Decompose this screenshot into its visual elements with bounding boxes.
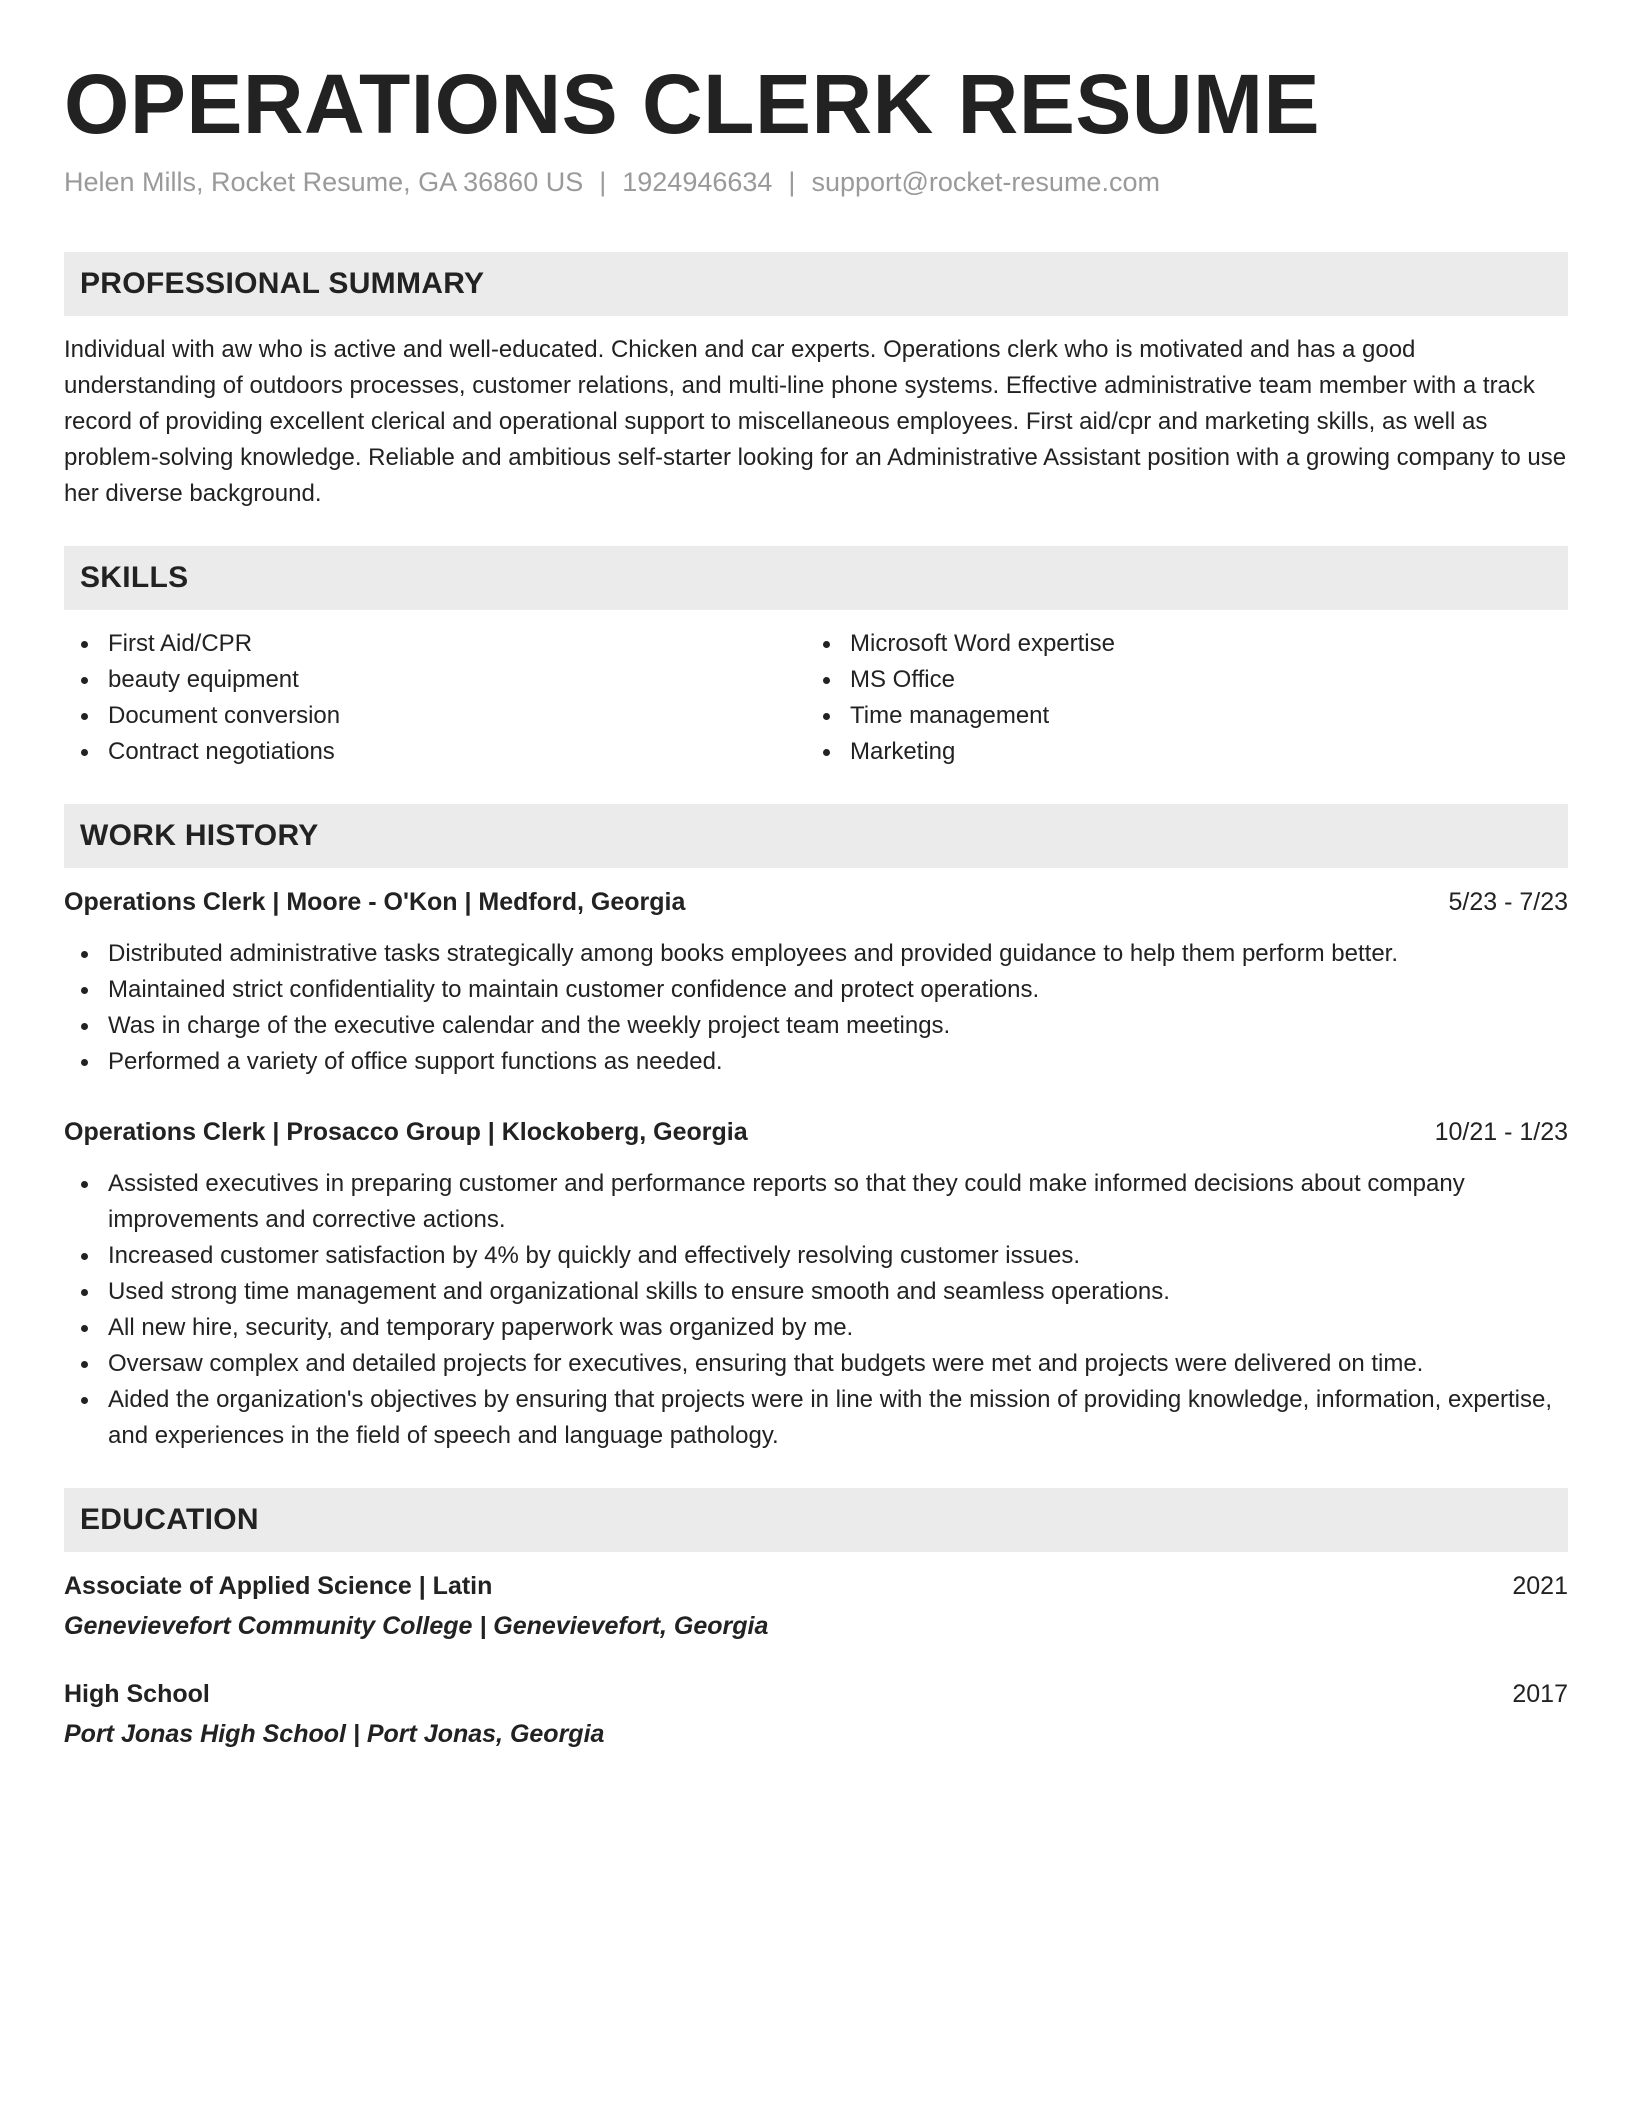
education-entry bbox=[64, 1568, 1568, 1644]
skill-item: Marketing bbox=[806, 734, 1548, 770]
contact-email: support@rocket-resume.com bbox=[811, 167, 1160, 197]
job-bullets bbox=[64, 936, 1568, 1080]
job-title: Operations Clerk | Moore - O'Kon | Medford, Georgia bbox=[64, 888, 686, 916]
job-bullet: Assisted executives in preparing customer and performance reports so that they could make informed decisions about company improvements and corrective actions. bbox=[64, 1166, 1568, 1238]
job-bullet: Used strong time management and organizational skills to ensure smooth and seamless operations. bbox=[64, 1274, 1568, 1310]
education-section bbox=[64, 1488, 1568, 1752]
job-entry bbox=[64, 884, 1568, 1080]
job-header bbox=[64, 1114, 1568, 1150]
job-bullet: Maintained strict confidentiality to maintain customer confidence and protect operations. bbox=[64, 972, 1568, 1008]
job-title: Operations Clerk | Prosacco Group | Klockoberg, Georgia bbox=[64, 1118, 748, 1146]
job-bullet: Oversaw complex and detailed projects for executives, ensuring that budgets were met and projects were delivered on time. bbox=[64, 1346, 1568, 1382]
education-header bbox=[64, 1676, 1568, 1712]
skill-item: beauty equipment bbox=[64, 662, 806, 698]
skills-column-left bbox=[64, 626, 806, 770]
job-header bbox=[64, 884, 1568, 920]
job-bullet: Distributed administrative tasks strategically among books employees and provided guidance to help them perform better. bbox=[64, 936, 1568, 972]
summary-section bbox=[64, 252, 1568, 512]
education-year: 2021 bbox=[1512, 1572, 1568, 1600]
contact-address: Helen Mills, Rocket Resume, GA 36860 US bbox=[64, 167, 584, 197]
skill-item: MS Office bbox=[806, 662, 1548, 698]
job-bullet: Aided the organization's objectives by ensuring that projects were in line with the mission of providing knowledge, information, expertise, and experiences in the field of speech and language pathology. bbox=[64, 1382, 1568, 1454]
contact-separator: | bbox=[599, 167, 607, 197]
skill-item: Contract negotiations bbox=[64, 734, 806, 770]
job-bullets bbox=[64, 1166, 1568, 1454]
education-header bbox=[64, 1568, 1568, 1604]
education-entry bbox=[64, 1676, 1568, 1752]
job-bullet: Increased customer satisfaction by 4% by quickly and effectively resolving customer issues. bbox=[64, 1238, 1568, 1274]
education-degree: Associate of Applied Science | Latin bbox=[64, 1572, 493, 1600]
education-school: Port Jonas High School | Port Jonas, Georgia bbox=[64, 1720, 605, 1748]
skills-grid bbox=[64, 626, 1568, 770]
skill-item: Time management bbox=[806, 698, 1548, 734]
summary-heading: PROFESSIONAL SUMMARY bbox=[64, 252, 1568, 316]
job-bullet: All new hire, security, and temporary paperwork was organized by me. bbox=[64, 1310, 1568, 1346]
skill-item: Microsoft Word expertise bbox=[806, 626, 1548, 662]
job-bullet: Was in charge of the executive calendar and the weekly project team meetings. bbox=[64, 1008, 1568, 1044]
skill-item: First Aid/CPR bbox=[64, 626, 806, 662]
job-dates: 5/23 - 7/23 bbox=[1448, 888, 1568, 916]
education-school: Genevievefort Community College | Genevievefort, Georgia bbox=[64, 1612, 769, 1640]
work-history-section bbox=[64, 804, 1568, 1454]
job-entry bbox=[64, 1114, 1568, 1454]
resume-title: OPERATIONS CLERK RESUME bbox=[64, 57, 1321, 151]
contact-line bbox=[64, 164, 1568, 200]
summary-text: Individual with aw who is active and well-educated. Chicken and car experts. Operations clerk who is motivated and has a good understanding of outdoors processes, customer relations, and multi-line phone systems. Effective administrative team member with a track record of providing excellent clerical and operational support to miscellaneous employees. First aid/cpr and marketing skills, as well as problem-solving knowledge. Reliable and ambitious self-starter looking for an Administrative Assistant position with a growing company to use her diverse background. bbox=[64, 336, 1567, 507]
skills-section bbox=[64, 546, 1568, 770]
work-history-heading: WORK HISTORY bbox=[64, 804, 1568, 868]
education-heading: EDUCATION bbox=[64, 1488, 1568, 1552]
education-degree: High School bbox=[64, 1680, 210, 1708]
education-year: 2017 bbox=[1512, 1680, 1568, 1708]
contact-separator: | bbox=[788, 167, 796, 197]
skills-heading: SKILLS bbox=[64, 546, 1568, 610]
skill-item: Document conversion bbox=[64, 698, 806, 734]
job-dates: 10/21 - 1/23 bbox=[1434, 1118, 1568, 1146]
job-bullet: Performed a variety of office support functions as needed. bbox=[64, 1044, 1568, 1080]
skills-column-right bbox=[806, 626, 1548, 770]
contact-phone: 1924946634 bbox=[622, 167, 773, 197]
